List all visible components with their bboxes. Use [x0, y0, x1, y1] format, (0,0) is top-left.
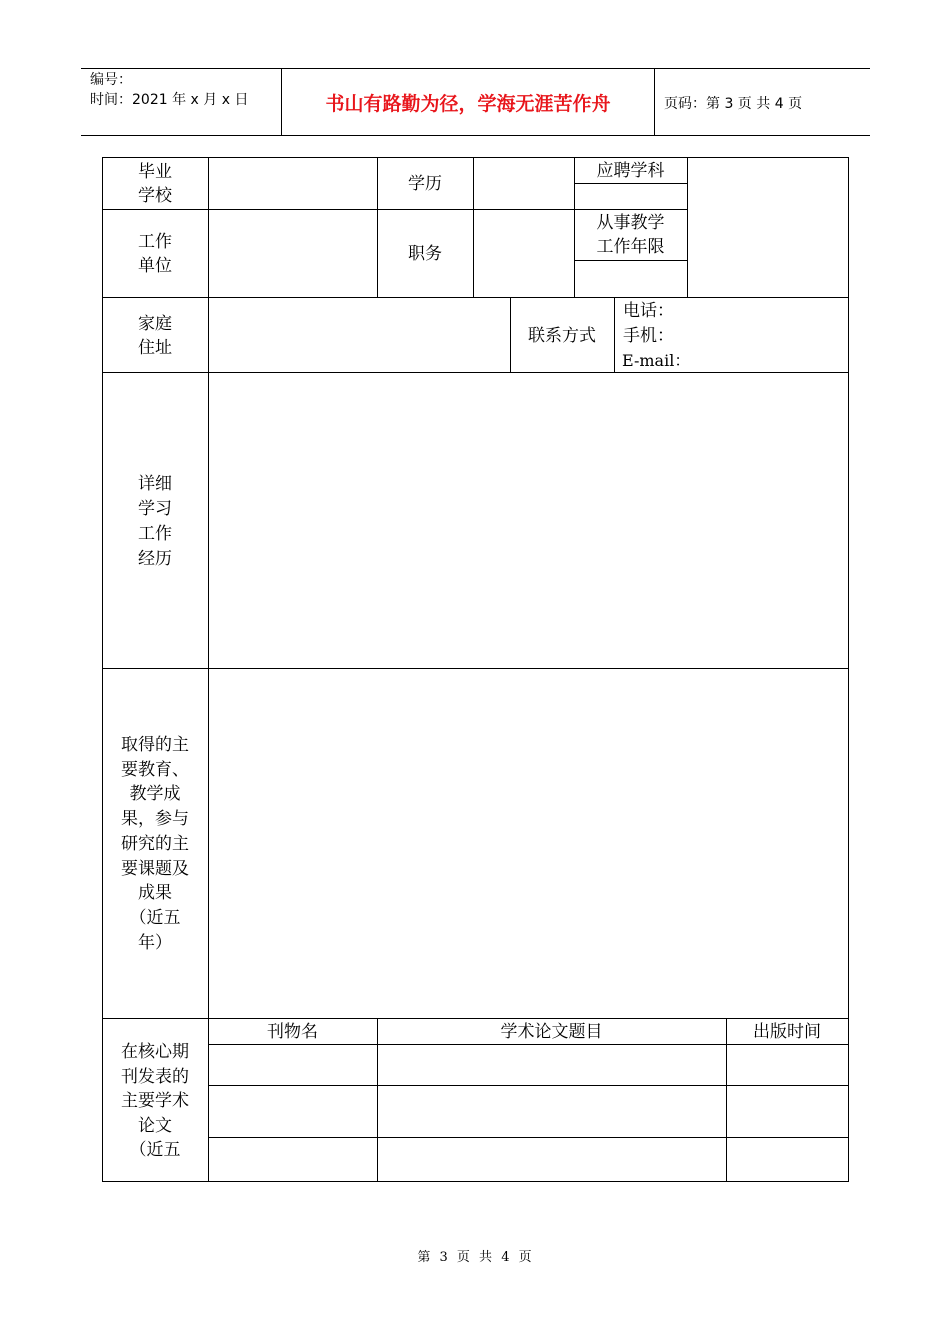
col-line [473, 157, 474, 298]
applied-subject-label: 应聘学科 [596, 161, 665, 181]
table-border-left [102, 157, 103, 1182]
row-line [208, 1044, 849, 1045]
table-border-right [848, 157, 849, 1182]
table-border-top [102, 157, 849, 158]
row-line [574, 183, 688, 184]
publish-date-header: 出版时间 [753, 1022, 821, 1042]
row-line [102, 1018, 849, 1019]
row-line [208, 1085, 849, 1086]
header-divider-right [654, 68, 655, 136]
row-line [208, 1137, 849, 1138]
row-line [102, 372, 849, 373]
table-border-bottom [102, 1181, 849, 1182]
graduate-school-label: 毕业 学校 [138, 162, 172, 206]
header-motto: 书山有路勤为径，学海无涯苦作舟 [325, 93, 611, 115]
journal-name-header: 刊物名 [267, 1022, 318, 1042]
work-unit-label: 工作 单位 [138, 232, 172, 276]
page-footer: 第 3 页 共 4 页 [417, 1250, 533, 1265]
teaching-years-label: 从事教学 工作年限 [596, 213, 665, 257]
col-line [614, 297, 615, 373]
position-label: 职务 [408, 244, 442, 264]
mobile-label: 手机： [623, 326, 674, 346]
education-label: 学历 [408, 174, 442, 194]
achievements-label: 取得的主 要教育、 教学成 果，参与 研究的主 要课题及 成果 （近五 年） [121, 735, 189, 953]
header-bottom-rule [81, 135, 870, 136]
row-line [102, 668, 849, 669]
email-label: E-mail： [622, 351, 691, 370]
row-line [102, 297, 849, 298]
study-work-history-label: 详细 学习 工作 经历 [138, 474, 172, 569]
header-date: 时间：2021 年 x 月 x 日 [90, 92, 249, 108]
row-line [574, 260, 688, 261]
header-top-rule [81, 68, 870, 69]
col-line [687, 157, 688, 298]
contact-label: 联系方式 [528, 326, 596, 346]
home-address-label: 家庭 住址 [138, 314, 172, 358]
header-number-label: 编号： [90, 72, 132, 88]
papers-label: 在核心期 刊发表的 主要学术 论文 （近五 [121, 1042, 189, 1160]
row-line [102, 209, 688, 210]
paper-title-header: 学术论文题目 [500, 1022, 603, 1042]
header-page-info: 页码：第 3 页 共 4 页 [664, 96, 803, 112]
phone-label: 电话： [623, 301, 674, 321]
